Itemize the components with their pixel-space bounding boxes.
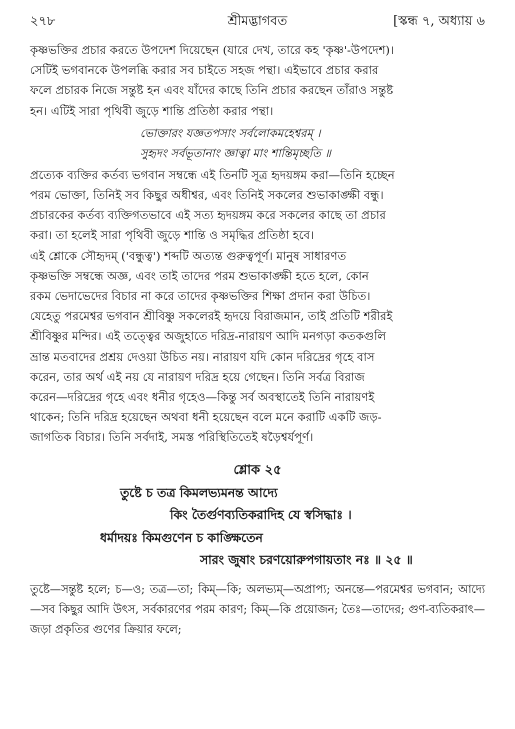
text-line: কৃষ্ণভক্তি সম্বন্ধে অজ্ঞ, এবং তাই তাদের পরম শুভাকাঙ্ক্ষী হতে হলে, কোন bbox=[30, 268, 369, 283]
text-line: পরম ভোক্তা, তিনিই সব কিছুর অধীশ্বর, এবং তিনিই সকলের শুভাকাঙ্ক্ষী বন্ধু। bbox=[30, 188, 384, 203]
text-line: সেটিই ভগবানকে উপলব্ধি করার সব চাইতে সহজ পন্থা। এইভাবে প্রচার করার bbox=[30, 63, 379, 78]
purport-paragraph-1 bbox=[30, 40, 485, 121]
text-line: থাকেন; তিনি দরিদ্র হয়েছেন অথবা ধনী হয়েছেন বলে মনে করাটি একটি জড়- bbox=[30, 410, 382, 425]
text-line: করেন, তার অর্থ এই নয় যে নারায়ণ দরিদ্র হয়ে গেছেন। তিনি সর্বত্র বিরাজ bbox=[30, 369, 365, 384]
text-line: যেহেতু পরমেশ্বর ভগবান শ্রীবিষ্ণু সকলেরই হৃদয়ে বিরাজমান, তাই প্রতিটি শরীরই bbox=[30, 309, 393, 324]
running-title: শ্রীমদ্ভাগবত bbox=[227, 14, 288, 29]
text-line: জাগতিক বিচার। তিনি সর্বদাই, সমস্ত পরিস্থিতিতেই ষড়ৈশ্বর্যপূর্ণ। bbox=[30, 430, 314, 445]
sloka-line: কিং তৈর্গুণব্যতিকরাদিহ যে স্বসিদ্ধাঃ । bbox=[170, 507, 352, 523]
purport-paragraph-3 bbox=[30, 246, 485, 448]
sloka-line: ধর্মাদয়ঃ কিমগুণেন চ কাঙ্ক্ষিতেন bbox=[100, 529, 263, 545]
page-body bbox=[30, 40, 485, 640]
text-line: শ্রীবিষ্ণুর মন্দির। এই তত্ত্বের অজুহাতে দরিদ্র-নারায়ণ আদি মনগড়া কতকগুলি bbox=[30, 329, 387, 344]
quoted-verse bbox=[30, 123, 485, 163]
text-line: হন। এটিই সারা পৃথিবী জুড়ে শান্তি প্রতিষ্ঠা করার পন্থা। bbox=[30, 103, 274, 118]
section-reference: [স্কন্ধ ৭, অধ্যায় ৬ bbox=[393, 14, 485, 29]
page-header bbox=[30, 12, 485, 34]
sloka-heading: শ্লোক ২৫ bbox=[233, 462, 282, 478]
sloka-line: তুষ্টে চ তত্র কিমলভ্যমনন্ত আদ্যে bbox=[120, 484, 278, 500]
page-number: ২৭৮ bbox=[30, 14, 56, 29]
text-line: কৃষ্ণভক্তির প্রচার করতে উপদেশ দিয়েছেন (যারে দেখ, তারে কহ 'কৃষ্ণ'-উপদেশ)। bbox=[30, 43, 395, 57]
text-line: প্রত্যেক ব্যক্তির কর্তব্য ভগবান সম্বন্ধে এই তিনটি সূত্র হৃদয়ঙ্গম করা—তিনি হচ্ছেন bbox=[30, 167, 395, 182]
text-line: রকম ভেদাভেদের বিচার না করে তাদের কৃষ্ণভক্তির শিক্ষা প্রদান করা উচিত। bbox=[30, 289, 371, 304]
verse-line: সুহৃদং সর্বভূতানাং জ্ঞাত্বা মাং শান্তিমৃচ্ছতি ॥ bbox=[140, 145, 331, 160]
purport-paragraph-2 bbox=[30, 165, 485, 246]
text-line: করা। তা হলেই সারা পৃথিবী জুড়ে শান্তি ও সমৃদ্ধির প্রতিষ্ঠা হবে। bbox=[30, 228, 315, 243]
text-line: করেন—দরিদ্রের গৃহে এবং ধনীর গৃহেও—কিন্তু সর্ব অবস্থাতেই তিনি নারায়ণই bbox=[30, 390, 375, 405]
word-for-word-gloss: তুষ্টে—সন্তুষ্ট হলে; চ—ও; তত্র—তা; কিম্—কি; অলভ্যম্—অপ্রাপ্য; অনন্তে—পরমেশ্বর ভগবান; আদ্যে—সব কিছুর আদি উৎস, সর্বকারণের পরম কারণ; কিম্—কি প্রয়োজন; তৈঃ—তাদের; গুণ-ব্যতিকরাৎ—জড়া প্রকৃতির গুণের ক্রিয়ার ফলে; bbox=[30, 582, 485, 636]
text-line: এই শ্লোকে সৌহৃদম্ ('বন্ধুত্ব') শব্দটি অত্যন্ত গুরুত্বপূর্ণ। মানুষ সাধারণত bbox=[30, 248, 347, 263]
text-line: ফলে প্রচারক নিজে সন্তুষ্ট হন এবং যাঁদের কাছে তিনি প্রচার করছেন তাঁরাও সন্তুষ্ট bbox=[30, 83, 394, 98]
text-line: ভ্রান্ত মতবাদের প্রশ্রয় দেওয়া উচিত নয়। নারায়ণ যদি কোন দরিদ্রের গৃহে বাস bbox=[30, 349, 375, 364]
text-line: প্রচারকের কর্তব্য ব্যক্তিগতভাবে এই সত্য হৃদয়ঙ্গম করে সকলের কাছে তা প্রচার bbox=[30, 208, 386, 223]
sloka-line: সারং জুষাং চরণয়োরুপগায়তাং নঃ ॥ ২৫ ॥ bbox=[200, 552, 413, 568]
sloka-text bbox=[30, 482, 485, 572]
verse-line: ভোক্তারং যজ্ঞতপসাং সর্বলোকমহেশ্বরম্ । bbox=[140, 125, 321, 140]
